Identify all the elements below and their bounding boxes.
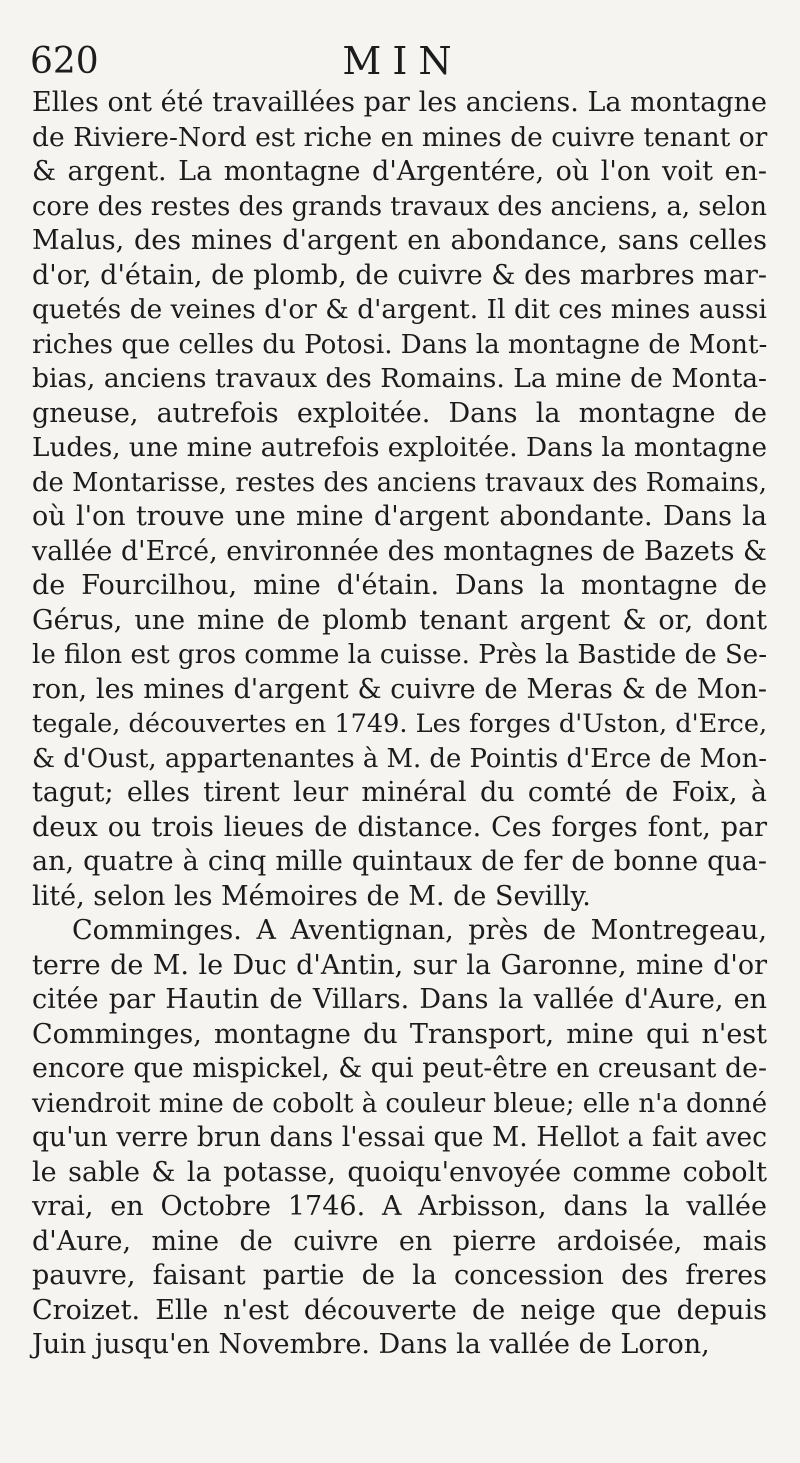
text-line: gneuse, autrefois exploitée. Dans la montagne de (32, 397, 767, 429)
text-line: Comminges, montagne du Transport, mine qui n'est (32, 1018, 767, 1050)
text-line: Juin jusqu'en Novembre. Dans la vallée de Loron, (32, 1329, 710, 1360)
text-line: d'Aure, mine de cuivre en pierre ardoisée, mais (32, 1225, 767, 1257)
page-header (30, 38, 775, 88)
text-line: bias, anciens travaux des Romains. La mine de Monta- (32, 363, 767, 394)
text-line: qu'un verre brun dans l'essai que M. Hellot a fait avec (32, 1122, 767, 1153)
text-line: d'or, d'étain, de plomb, de cuivre & des marbres mar- (32, 259, 767, 291)
body-text (32, 86, 767, 1363)
text-line: de Fourcilhou, mine d'étain. Dans la montagne de (32, 570, 767, 601)
text-line: viendroit mine de cobolt à couleur bleue; elle n'a donné (32, 1088, 768, 1119)
text-line: Ludes, une mine autrefois exploitée. Dans la montagne (32, 433, 767, 463)
text-line: le filon est gros comme la cuisse. Près la Bastide de Se- (32, 640, 767, 670)
text-line: & argent. La montagne d'Argentére, où l'on voit en- (32, 156, 767, 187)
text-line: deux ou trois lieues de distance. Ces forges font, par (32, 811, 767, 843)
text-line: citée par Hautin de Villars. Dans la vallée d'Aure, en (32, 984, 767, 1015)
page-number: 620 (30, 41, 99, 82)
text-line: vrai, en Octobre 1746. A Arbisson, dans la vallée (32, 1191, 767, 1222)
text-line: où l'on trouve une mine d'argent abondante. Dans la (32, 501, 767, 532)
text-line: de Riviere-Nord est riche en mines de cuivre tenant or (32, 121, 768, 153)
running-head: MIN (342, 39, 463, 83)
text-line: Comminges. A Aventignan, près de Montregeau, (72, 915, 767, 946)
text-line: tagut; elles tirent leur minéral du comté de Foix, à (32, 777, 767, 808)
text-line: encore que mispickel, & qui peut-être en creusant de- (32, 1053, 767, 1084)
text-line: & d'Oust, appartenantes à M. de Pointis d'Erce de Mon- (32, 743, 767, 774)
text-line: Croizet. Elle n'est découverte de neige que depuis (32, 1294, 767, 1326)
text-line: le sable & la potasse, quoiqu'envoyée comme cobolt (32, 1156, 767, 1188)
text-line: lité, selon les Mémoires de M. de Sevilly. (32, 880, 591, 912)
paragraph (32, 914, 767, 1363)
text-line: pauvre, faisant partie de la concession des freres (32, 1260, 767, 1291)
text-line: core des restes des grands travaux des anciens, a, selon (32, 191, 767, 222)
text-line: ron, les mines d'argent & cuivre de Meras & de Mon- (32, 673, 767, 705)
text-line: quetés de veines d'or & d'argent. Il dit ces mines aussi (32, 295, 767, 325)
text-line: Gérus, une mine de plomb tenant argent & or, dont (32, 604, 767, 636)
text-line: de Montarisse, restes des anciens travaux des Romains, (32, 467, 767, 498)
text-line: an, quatre à cinq mille quintaux de fer de bonne qua- (32, 846, 767, 877)
text-line: vallée d'Ercé, environnée des montagnes de Bazets & (32, 535, 767, 567)
text-line: tegale, découvertes en 1749. Les forges d'Uston, d'Erce, (32, 709, 768, 739)
text-line: Elles ont été travaillées par les anciens. La montagne (32, 87, 767, 118)
text-line: terre de M. le Duc d'Antin, sur la Garonne, mine d'or (32, 949, 767, 981)
text-line: Malus, des mines d'argent en abondance, sans celles (32, 225, 767, 256)
paragraph (32, 86, 767, 914)
text-line: riches que celles du Potosi. Dans la montagne de Mont- (32, 329, 768, 360)
